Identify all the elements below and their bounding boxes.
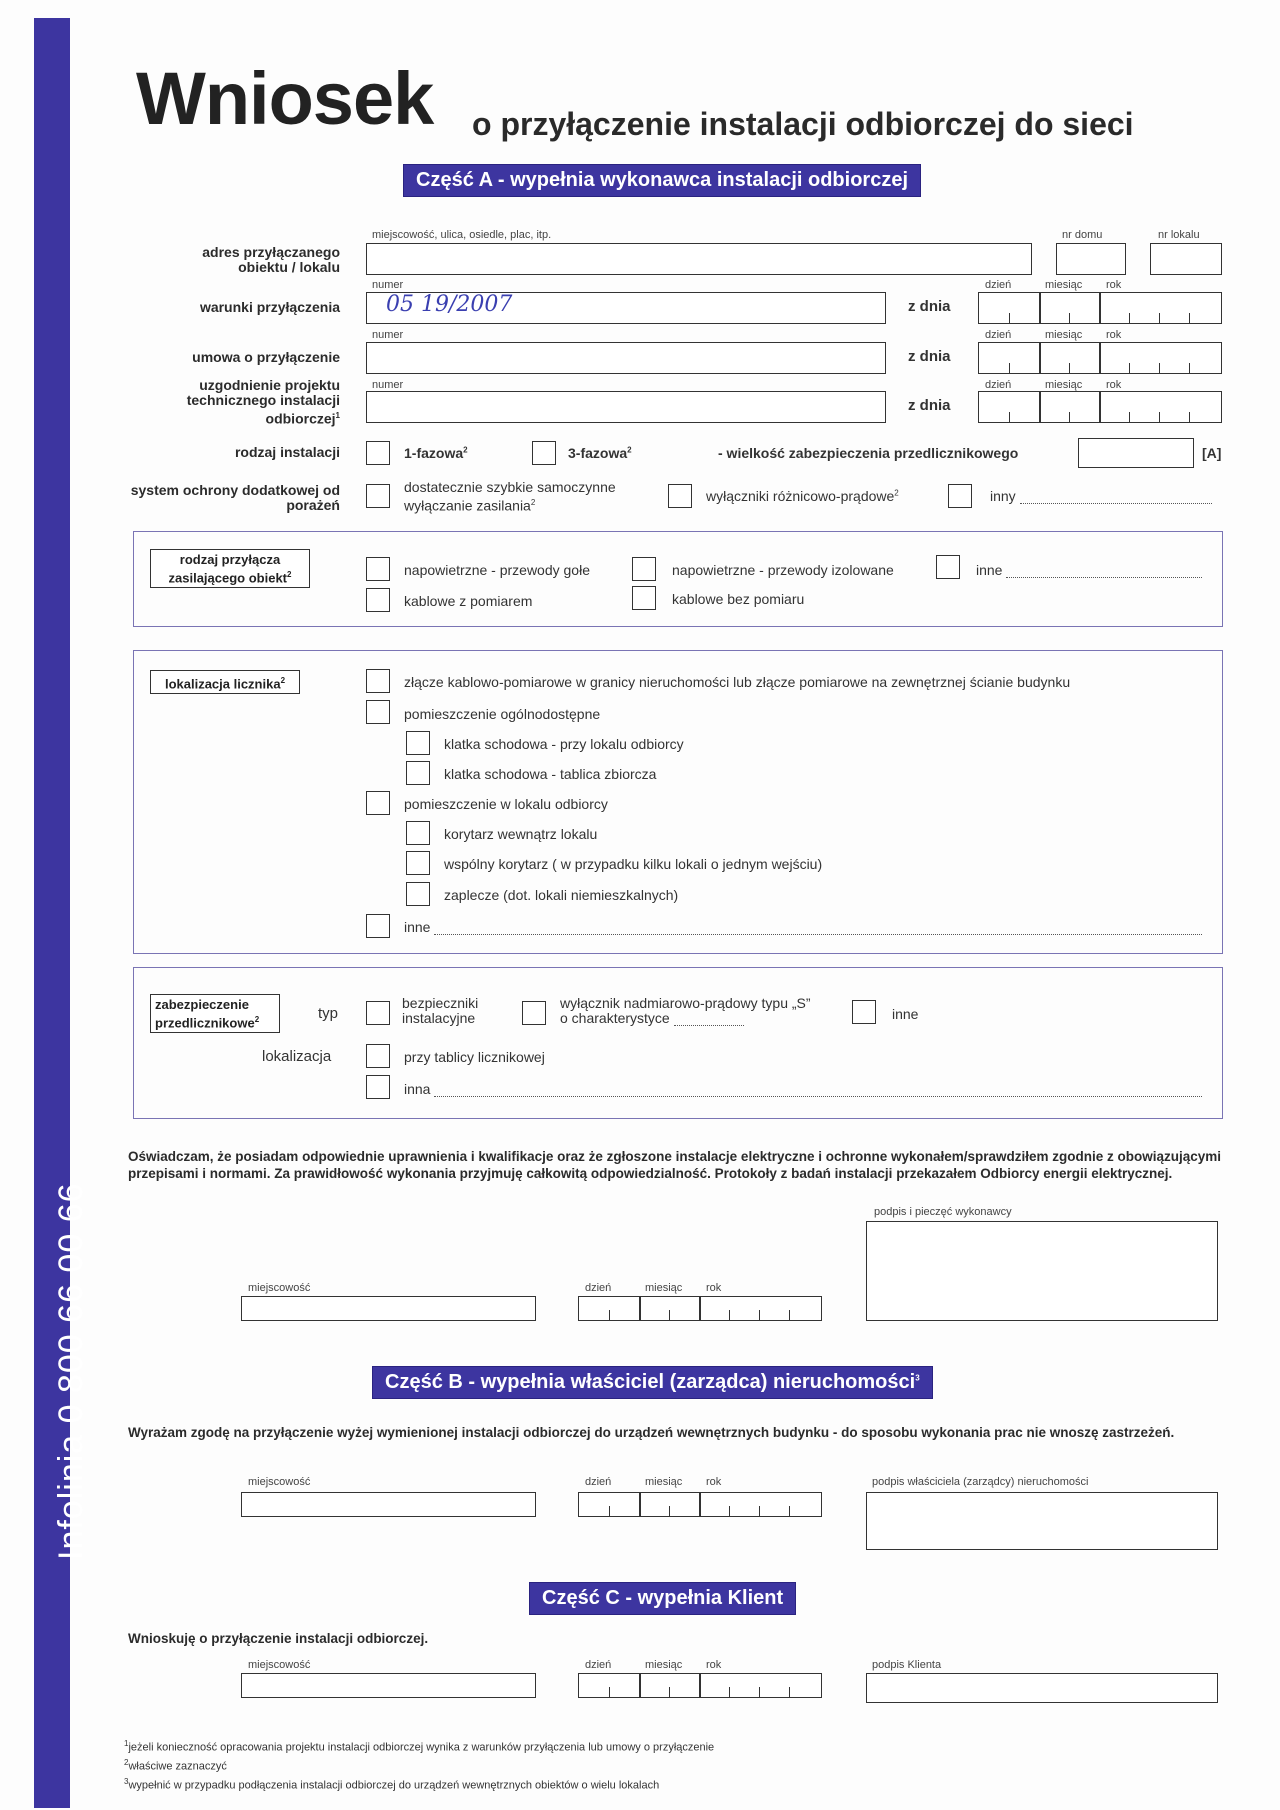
- hotline-text: Infolinia 0 800 66 00 66: [52, 1182, 90, 1560]
- protection-auto-off-checkbox[interactable]: [366, 484, 390, 508]
- date-year-hint: rok: [706, 1282, 722, 1294]
- meter-loc-checkbox[interactable]: [366, 700, 390, 724]
- fuse-unit: [A]: [1202, 445, 1222, 461]
- date-month-hint: miesiąc: [645, 1659, 683, 1671]
- approval-date-from-label: z dnia: [908, 397, 951, 414]
- agreement-date-from-label: z dnia: [908, 348, 951, 365]
- premeter-breaker-label: wyłącznik nadmiarowo-prądowy typu „S” o charakterystyce: [560, 995, 811, 1026]
- meter-loc-label: klatka schodowa - tablica zbiorcza: [444, 766, 657, 782]
- premeter-fuses-label: bezpieczniki instalacyjne: [402, 995, 479, 1026]
- contractor-sign-box[interactable]: [866, 1221, 1218, 1321]
- connection-overhead-insulated-checkbox[interactable]: [632, 557, 656, 581]
- premeter-type-label: typ: [318, 1005, 339, 1022]
- install-1-phase-checkbox[interactable]: [366, 441, 390, 465]
- meter-loc-other-label: inne: [404, 919, 1202, 935]
- meter-loc-checkbox[interactable]: [406, 731, 430, 755]
- part-b-banner: Część B - wypełnia właściciel (zarządca) nieruchomości$^3$: [372, 1366, 933, 1399]
- approval-number-input[interactable]: [366, 391, 886, 423]
- premeter-other-label: inne: [892, 1006, 919, 1022]
- footnote: $^1$jeżeli konieczność opracowania projektu instalacji odbiorczej wynika z warunków przyłączenia lub umowy o przyłączenie: [124, 1739, 715, 1754]
- date-month-hint: miesiąc: [1045, 379, 1083, 391]
- footnote: $^3$wypełnić w przypadku podłączenia instalacji odbiorczej do urządzeń wewnętrznych obiektów o wielu lokalach: [124, 1777, 660, 1792]
- conditions-date-input[interactable]: [978, 292, 1222, 324]
- client-statement: Wnioskuję o przyłączenie instalacji odbiorczej.: [128, 1631, 429, 1646]
- protection-other-label: inny: [990, 488, 1212, 504]
- install-3-phase-label: 3-fazowa$^2$: [568, 445, 632, 461]
- protection-rcd-checkbox[interactable]: [668, 484, 692, 508]
- fuse-size-input[interactable]: [1078, 438, 1194, 468]
- house-no-hint: nr domu: [1062, 229, 1103, 241]
- fuse-size-label: - wielkość zabezpieczenia przedlicznikowego: [718, 445, 1019, 461]
- date-year-hint: rok: [706, 1659, 722, 1671]
- meter-location-panel: [133, 650, 1223, 954]
- premeter-loc-other-checkbox[interactable]: [366, 1075, 390, 1099]
- meter-loc-other-checkbox[interactable]: [366, 914, 390, 938]
- install-1-phase-label: 1-fazowa$^2$: [404, 445, 468, 461]
- connection-cable-unmetered-checkbox[interactable]: [632, 586, 656, 610]
- contractor-statement: Oświadczam, że posiadam odpowiednie uprawnienia i kwalifikacje oraz że zgłoszone instalacje elektryczne i ochronne wykonałem/sprawdziłem zgodnie z obowiązującymi przepisami i normami. Za prawidłowość wykonania przyjmuję całkowitą odpowiedzialność. Protokoły z badań instalacji przekazałem Odbiorcy energii elektrycznej.: [128, 1149, 1222, 1181]
- meter-loc-checkbox[interactable]: [406, 761, 430, 785]
- part-c-banner: Część C - wypełnia Klient: [529, 1582, 796, 1615]
- client-sign-hint: podpis Klienta: [872, 1659, 942, 1671]
- footnote: $^2$właściwe zaznaczyć: [124, 1758, 227, 1773]
- meter-loc-label: wspólny korytarz ( w przypadku kilku lokali o jednym wejściu): [444, 856, 823, 872]
- owner-statement: Wyrażam zgodę na przyłączenie wyżej wymienionej instalacji odbiorczej do urządzeń wewnętrznych budynku - do sposobu wykonania prac nie wnoszę zastrzeżeń.: [128, 1425, 1175, 1440]
- owner-sign-box[interactable]: [866, 1492, 1218, 1550]
- premeter-other-checkbox[interactable]: [852, 1000, 876, 1024]
- date-month-hint: miesiąc: [645, 1476, 683, 1488]
- connection-overhead-insulated-label: napowietrzne - przewody izolowane: [672, 562, 894, 578]
- address-label: adres przyłączanego obiektu / lokalu: [202, 244, 340, 275]
- meter-loc-checkbox[interactable]: [366, 669, 390, 693]
- form-subtitle: o przyłączenie instalacji odbiorczej do sieci: [472, 106, 1134, 142]
- date-day-hint: dzień: [985, 279, 1012, 291]
- contractor-place-hint: miejscowość: [248, 1282, 311, 1294]
- connection-overhead-bare-label: napowietrzne - przewody gołe: [404, 562, 590, 578]
- protection-auto-off-label: dostatecznie szybkie samoczynne wyłączanie zasilania$^2$: [404, 479, 616, 514]
- agreement-hint: numer: [372, 329, 404, 341]
- client-place-hint: miejscowość: [248, 1659, 311, 1671]
- agreement-label: umowa o przyłączenie: [192, 349, 340, 365]
- approval-date-input[interactable]: [978, 391, 1222, 423]
- connection-other-checkbox[interactable]: [936, 555, 960, 579]
- premeter-loc-board-label: przy tablicy licznikowej: [404, 1049, 545, 1065]
- meter-loc-label: pomieszczenie w lokalu odbiorcy: [404, 796, 608, 812]
- client-place-input[interactable]: [241, 1673, 536, 1698]
- address-input[interactable]: [366, 243, 1032, 275]
- meter-loc-label: złącze kablowo-pomiarowe w granicy nieruchomości lub złącze pomiarowe na zewnętrznej ścianie budynku: [404, 674, 1071, 690]
- flat-no-hint: nr lokalu: [1158, 229, 1200, 241]
- date-day-hint: dzień: [585, 1659, 612, 1671]
- meter-loc-checkbox[interactable]: [406, 882, 430, 906]
- protection-label: system ochrony dodatkowej od porażeń: [130, 482, 340, 513]
- part-a-banner: Część A - wypełnia wykonawca instalacji odbiorczej: [403, 164, 921, 197]
- contractor-place-input[interactable]: [241, 1296, 536, 1321]
- date-month-hint: miesiąc: [1045, 329, 1083, 341]
- connection-other-label: inne: [976, 562, 1202, 578]
- contractor-sign-hint: podpis i pieczęć wykonawcy: [874, 1206, 1012, 1218]
- owner-place-hint: miejscowość: [248, 1476, 311, 1488]
- meter-loc-checkbox[interactable]: [406, 821, 430, 845]
- conditions-handwritten-value: 05 19/2007: [386, 292, 513, 317]
- date-year-hint: rok: [1106, 329, 1122, 341]
- premeter-breaker-checkbox[interactable]: [522, 1001, 546, 1025]
- flat-no-input[interactable]: [1150, 243, 1222, 275]
- install-3-phase-checkbox[interactable]: [532, 441, 556, 465]
- date-month-hint: miesiąc: [645, 1282, 683, 1294]
- date-day-hint: dzień: [985, 329, 1012, 341]
- address-hint: miejscowość, ulica, osiedle, plac, itp.: [372, 229, 552, 241]
- owner-date-input[interactable]: [578, 1492, 822, 1517]
- connection-overhead-bare-checkbox[interactable]: [366, 557, 390, 581]
- owner-place-input[interactable]: [241, 1492, 536, 1517]
- owner-sign-hint: podpis właściciela (zarządcy) nieruchomości: [872, 1476, 1089, 1488]
- meter-loc-label: korytarz wewnątrz lokalu: [444, 826, 598, 842]
- premeter-fuses-checkbox[interactable]: [366, 1001, 390, 1025]
- date-year-hint: rok: [1106, 379, 1122, 391]
- meter-loc-checkbox[interactable]: [366, 791, 390, 815]
- premeter-loc-board-checkbox[interactable]: [366, 1044, 390, 1068]
- conditions-label: warunki przyłączenia: [199, 299, 340, 315]
- date-year-hint: rok: [1106, 279, 1122, 291]
- connection-cable-unmetered-label: kablowe bez pomiaru: [672, 591, 805, 607]
- premeter-tag: zabezpieczenie przedlicznikowe$^2$: [150, 994, 280, 1033]
- client-sign-box[interactable]: [866, 1673, 1218, 1703]
- connection-tag: rodzaj przyłącza zasilającego obiekt$^2$: [150, 549, 310, 588]
- house-no-input[interactable]: [1056, 243, 1126, 275]
- date-year-hint: rok: [706, 1476, 722, 1488]
- agreement-date-input[interactable]: [978, 342, 1222, 374]
- conditions-hint: numer: [372, 279, 404, 291]
- meter-loc-label: klatka schodowa - przy lokalu odbiorcy: [444, 736, 684, 752]
- premeter-loc-other-label: inna: [404, 1081, 1202, 1097]
- client-date-input[interactable]: [578, 1673, 822, 1698]
- approval-hint: numer: [372, 379, 404, 391]
- date-day-hint: dzień: [985, 379, 1012, 391]
- form-title: Wniosek: [136, 57, 434, 140]
- connection-cable-metered-checkbox[interactable]: [366, 588, 390, 612]
- date-month-hint: miesiąc: [1045, 279, 1083, 291]
- premeter-location-label: lokalizacja: [262, 1048, 332, 1065]
- install-type-label: rodzaj instalacji: [234, 444, 340, 460]
- meter-location-tag: lokalizacja licznika$^2$: [150, 670, 300, 694]
- meter-loc-label: zaplecze (dot. lokali niemieszkalnych): [444, 887, 679, 903]
- connection-cable-metered-label: kablowe z pomiarem: [404, 593, 533, 609]
- protection-other-checkbox[interactable]: [948, 484, 972, 508]
- date-day-hint: dzień: [585, 1476, 612, 1488]
- meter-loc-label: pomieszczenie ogólnodostępne: [404, 706, 601, 722]
- meter-loc-checkbox[interactable]: [406, 851, 430, 875]
- date-day-hint: dzień: [585, 1282, 612, 1294]
- protection-rcd-label: wyłączniki różnicowo-prądowe$^2$: [706, 488, 899, 504]
- contractor-date-input[interactable]: [578, 1296, 822, 1321]
- approval-label: uzgodnienie projektu technicznego instalacji odbiorczej$^1$: [186, 377, 340, 427]
- agreement-number-input[interactable]: [366, 342, 886, 374]
- conditions-date-from-label: z dnia: [908, 298, 951, 315]
